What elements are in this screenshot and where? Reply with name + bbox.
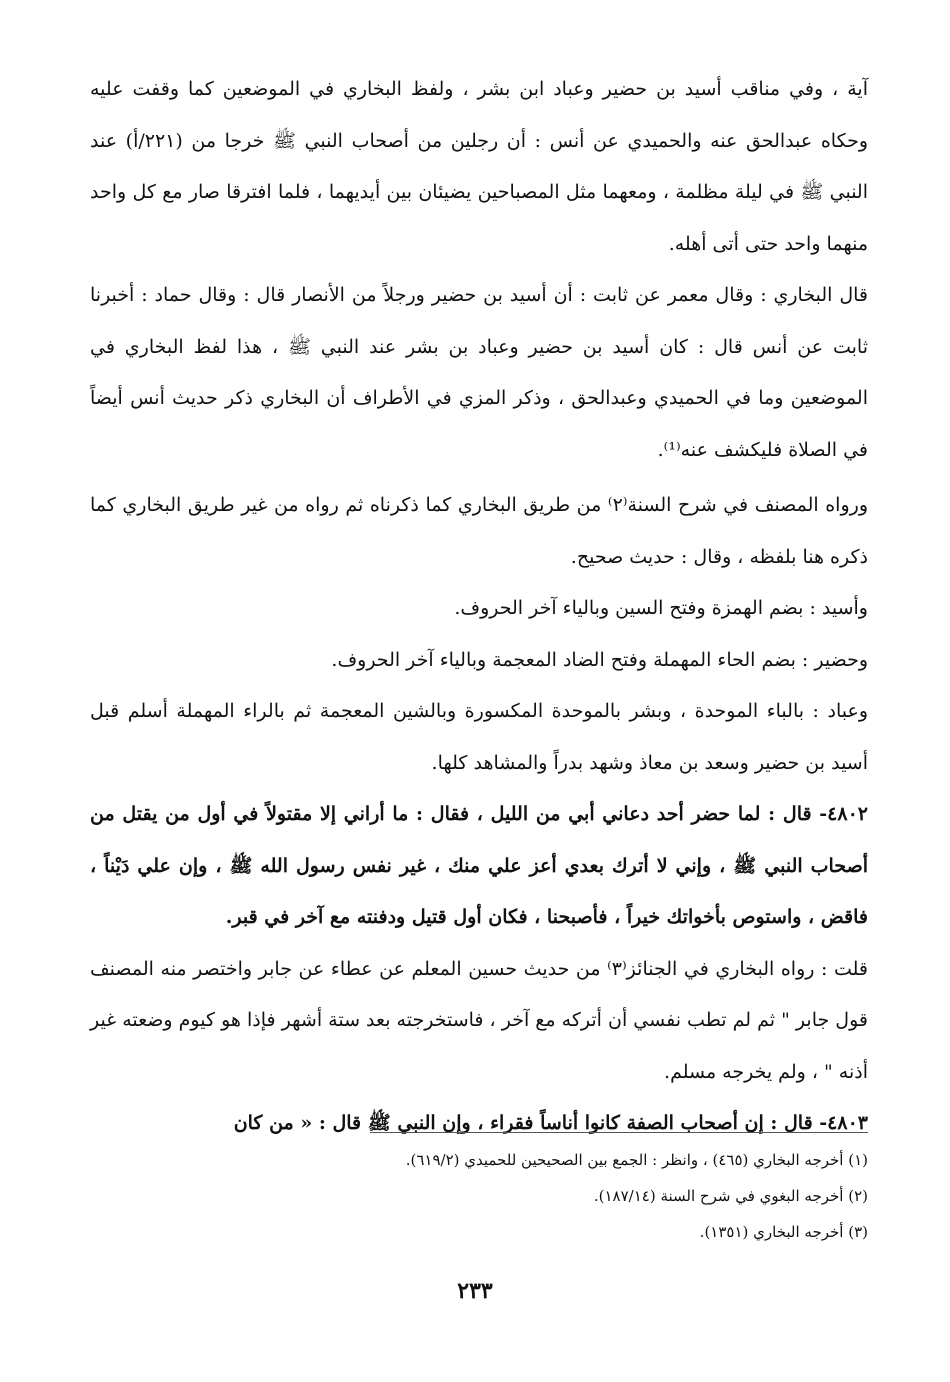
paragraph-abbad-spelling: وعباد : بالباء الموحدة ، وبشر بالموحدة المكسورة وبالشين المعجمة ثم بالراء المهملة أسلم قبل أسيد بن حضير وسعد بن معاذ وشهد بدراً والمشاهد كلها. <box>90 700 868 774</box>
paragraph-hadith-commentary: آية ، وفي مناقب أسيد بن حضير وعباد ابن بشر ، ولفظ البخاري في الموضعين كما وقفت عليه وحكاه عبدالحق عنه والحميدي عن أنس : أن رجلين من أصحاب النبي ﷺ خرجا من (٢٢١/أ) عند النبي ﷺ في ليلة مظلمة ، ومعهما مثل المصباحين يضيئان بين أيديهما ، فلما افترقا صار مع كل واحد منهما واحد حتى أتى أهله. <box>90 78 868 255</box>
paragraph-qultu: قلت : رواه البخاري في الجنائز⁽٣⁾ من حديث حسين المعلم عن عطاء عن جابر واختصر منه المصنف قول جابر " ثم لم تطب نفسي أن أتركه مع آخر ، فاستخرجته بعد ستة أشهر فإذا هو كيوم وضعته غير أذنه " ، ولم يخرجه مسلم. <box>90 957 868 1083</box>
paragraph-sharh-sunnah: ورواه المصنف في شرح السنة⁽٢⁾ من طريق البخاري كما ذكرناه ثم رواه من غير طريق البخاري كما ذكره هنا بلفظه ، وقال : حديث صحيح. <box>90 494 868 568</box>
paragraph-hudair-spelling: وحضير : بضم الحاء المهملة وفتح الضاد المعجمة وبالياء آخر الحروف. <box>331 648 868 671</box>
footnotes <box>90 1142 868 1250</box>
footnote-1: (١) أخرجه البخاري (٤٦٥) ، وانظر : الجمع بين الصحيحين للحميدي (٦١٩/٢). <box>405 1151 868 1169</box>
hadith-4802: ٤٨٠٢- قال : لما حضر أحد دعاني أبي من الليل ، فقال : ما أراني إلا مقتولاً في أول من يقتل من أصحاب النبي ﷺ ، وإني لا أترك بعدي أعز علي منك ، غير نفس رسول الله ﷺ ، وإن علي دَيْناً ، فاقض ، واستوص بأخواتك خيراً ، فأصبحنا ، فكان أول قتيل ودفنته مع آخر في قبر. <box>90 803 868 928</box>
page-number: ٢٣٣ <box>457 1278 493 1304</box>
hadith-4803: ٤٨٠٣- قال : إن أصحاب الصفة كانوا أناساً فقراء ، وإن النبي ﷺ قال : « من كان <box>233 1112 868 1134</box>
footnote-2: (٢) أخرجه البغوي في شرح السنة (١٨٧/١٤). <box>593 1187 868 1205</box>
footnote-divider <box>370 1132 868 1133</box>
main-text <box>90 64 868 1150</box>
footnote-3: (٣) أخرجه البخاري (١٣٥١). <box>699 1223 868 1241</box>
paragraph-bukhari-note: قال البخاري : وقال معمر عن ثابت : أن أسيد بن حضير ورجلاً من الأنصار قال : وقال حماد : أخبرنا ثابت عن أنس قال : كان أسيد بن حضير وعباد بن بشر عند النبي ﷺ ، هذا لفظ البخاري في الموضعين وما في الحميدي وعبدالحق ، وذكر المزي في الأطراف أن البخاري ذكر حديث أنس أيضاً في الصلاة فليكشف عنه⁽¹⁾. <box>90 284 868 461</box>
paragraph-usaid-spelling: وأسيد : بضم الهمزة وفتح السين وبالياء آخر الحروف. <box>454 597 868 619</box>
